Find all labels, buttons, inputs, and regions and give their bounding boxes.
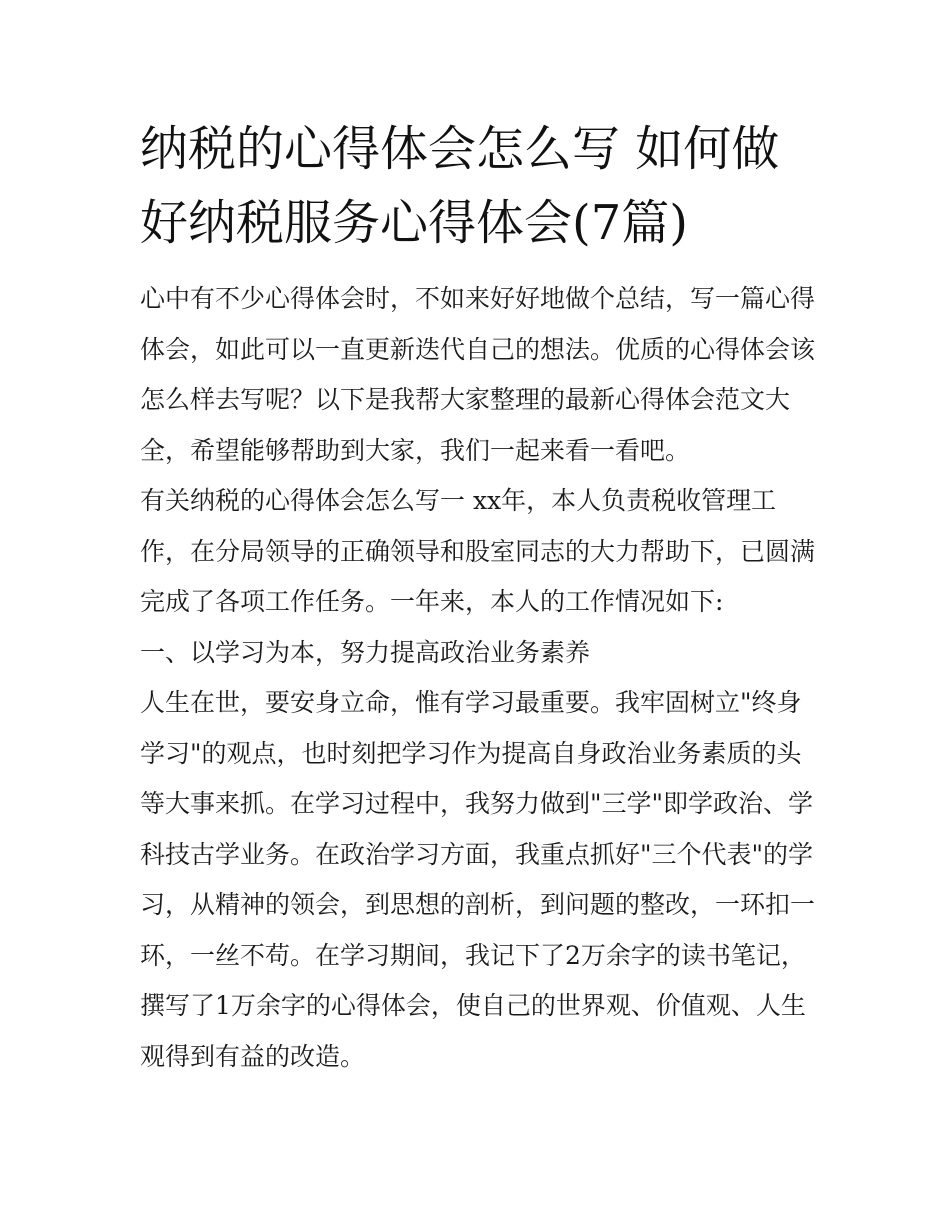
section-heading: 一、以学习为本，努力提高政治业务素养 xyxy=(140,637,591,667)
document-body xyxy=(140,274,820,1082)
study-paragraph: 人生在世，要安身立命，惟有学习最重要。我牢固树立"终身学习"的观点，也时刻把学习作为提高自身政治业务素质的头等大事来抓。在学习过程中，我努力做到"三学"即学政治、学科技古学业务。在政治学习方面，我重点抓好"三个代表"的学习，从精神的领会，到思想的剖析，到问题的整改，一环扣一环，一丝不苟。在学习期间，我记下了2万余字的读书笔记，撰写了1万余字的心得体会，使自己的世界观、价值观、人生观得到有益的改造。 xyxy=(140,688,816,1071)
document-content xyxy=(140,112,820,1082)
intro-paragraph: 心中有不少心得体会时，不如来好好地做个总结，写一篇心得体会，如此可以一直更新迭代自己的想法。优质的心得体会该怎么样去写呢？以下是我帮大家整理的最新心得体会范文大全，希望能够帮助到大家，我们一起来看一看吧。 xyxy=(140,284,816,465)
document-title: 纳税的心得体会怎么写 如何做好纳税服务心得体会(7篇) xyxy=(140,121,780,251)
section-intro-paragraph: 有关纳税的心得体会怎么写一 xx年，本人负责税收管理工作，在分局领导的正确领导和股室同志的大力帮助下，已圆满完成了各项工作任务。一年来，本人的工作情况如下: xyxy=(140,486,816,616)
